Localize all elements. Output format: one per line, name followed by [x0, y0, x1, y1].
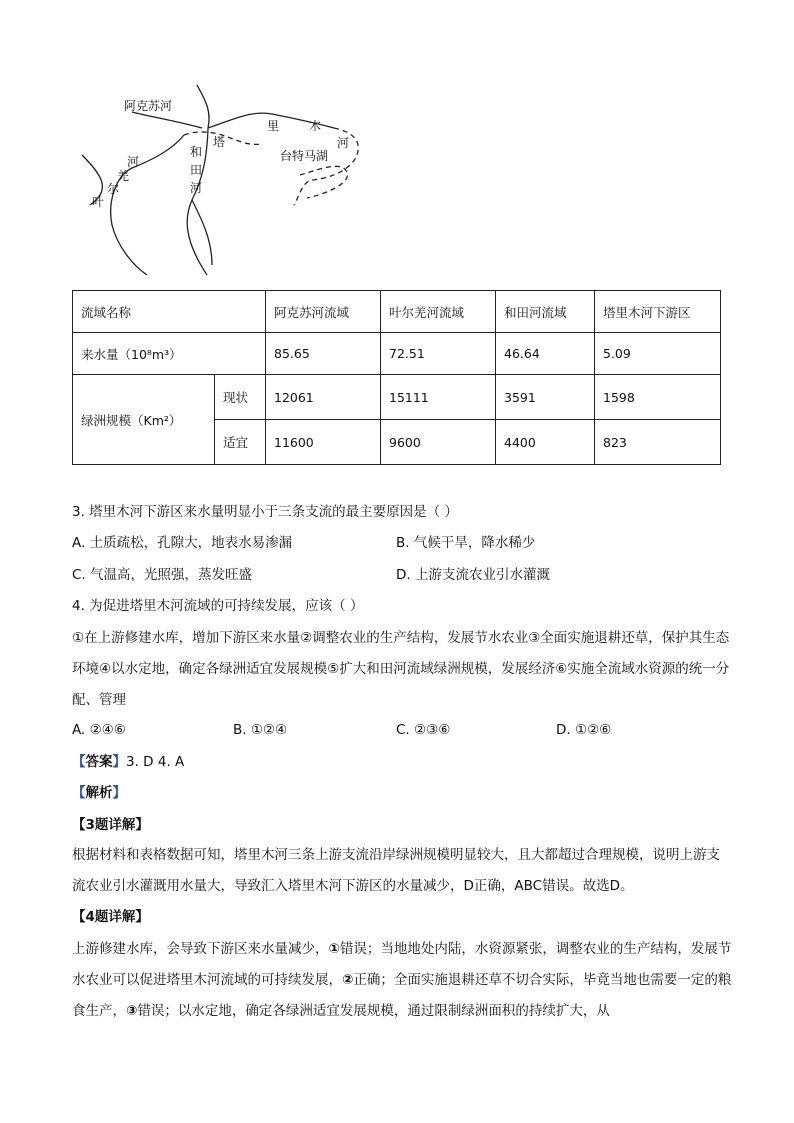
row-label-inflow: 来水量（10⁸m³） — [73, 333, 266, 375]
analysis-heading: 【解析】 — [72, 785, 126, 801]
yarkand-river — [111, 135, 184, 275]
label-yarkand-2: 羌 — [117, 169, 130, 183]
table-cell: 4400 — [496, 420, 595, 465]
question-4-stem: 4. 为促进塔里木河流域的可持续发展，应该（ ） — [72, 598, 364, 614]
answer-line — [72, 752, 184, 772]
detail-3-text: 根据材料和表格数据可知，塔里木河三条上游支流沿岸绿洲规模明显较大，且大都超过合理规模，说明上游支流农业引水灌溉用水量大，导致汇入塔里木河下游区的水量减少，D正确，ABC错误。故选D。 — [72, 847, 720, 894]
answer-text: 3. D 4. A — [126, 754, 185, 770]
question-3-option-b: B. 气候干旱，降水稀少 — [396, 535, 536, 551]
table-cell: 1598 — [595, 375, 721, 420]
question-4-option-d: D. ①②⑥ — [556, 722, 612, 738]
hotan-tributary — [192, 200, 212, 265]
question-4-option-a: A. ②④⑥ — [72, 722, 126, 738]
label-taitema: 台特马湖 — [280, 149, 329, 163]
table-cell: 15111 — [381, 375, 496, 420]
label-yarkand-3: 尔 — [107, 182, 120, 196]
label-hotan-2: 田 — [190, 163, 203, 177]
question-3-stem: 3. 塔里木河下游区来水量明显小于三条支流的最主要原因是（ ） — [72, 504, 458, 520]
detail-3-heading: 【3题详解】 — [72, 817, 149, 833]
row-label-current: 现状 — [215, 375, 266, 420]
tarim-river-map — [72, 80, 372, 275]
label-aksu: 阿克苏河 — [124, 99, 173, 113]
answer-tag: 【答案】 — [72, 754, 126, 770]
question-3-option-a: A. 土质疏松，孔隙大，地表水易渗漏 — [72, 535, 293, 551]
table-cell: 3591 — [496, 375, 595, 420]
header-basin: 流域名称 — [73, 291, 266, 333]
table-cell: 11600 — [266, 420, 381, 465]
question-4-option-c: C. ②③⑥ — [396, 722, 451, 738]
label-yarkand-1: 河 — [127, 155, 140, 169]
table-cell: 12061 — [266, 375, 381, 420]
question-4-body: ①在上游修建水库，增加下游区来水量②调整农业的生产结构，发展节水农业③全面实施退耕还草，保护其生态环境④以水定地，确定各绿洲适宜发展规模⑤扩大和田河流域绿洲规模，发展经济⑥实施全流域水资源的统一分配、管理 — [72, 630, 730, 708]
label-yarkand-4: 叶 — [92, 195, 105, 209]
table-cell: 85.65 — [266, 333, 381, 375]
table-cell: 5.09 — [595, 333, 721, 375]
label-mu: 木 — [309, 119, 322, 133]
table-cell: 9600 — [381, 420, 496, 465]
question-3-option-d: D. 上游支流农业引水灌溉 — [396, 567, 550, 583]
header-hotan: 和田河流域 — [496, 291, 595, 333]
table-cell: 823 — [595, 420, 721, 465]
label-hotan-1: 和 — [190, 145, 203, 159]
table-cell: 46.64 — [496, 333, 595, 375]
label-li: 里 — [267, 119, 280, 133]
header-lower-tarim: 塔里木河下游区 — [595, 291, 721, 333]
row-label-oasis: 绿洲规模（Km²） — [73, 375, 215, 465]
river-basin-table — [72, 290, 721, 465]
label-hotan-3: 河 — [190, 181, 203, 195]
aksu-river-north — [197, 85, 209, 128]
aksu-river — [132, 112, 202, 128]
label-he-tarim: 河 — [337, 136, 350, 150]
question-3-option-c: C. 气温高，光照强，蒸发旺盛 — [72, 567, 253, 583]
detail-4-text: 上游修建水库，会导致下游区来水量减少，①错误；当地地处内陆，水资源紧张，调整农业的生产结构，发展节水农业可以促进塔里木河流域的可持续发展，②正确；全面实施退耕还草不切合实际，毕竟当地也需要一定的粮食生产，③错误；以水定地，确定各绿洲适宜发展规模，通过限制绿洲面积的持续扩大，从 — [72, 941, 732, 1019]
row-label-suitable: 适宜 — [215, 420, 266, 465]
detail-4-heading: 【4题详解】 — [72, 909, 149, 925]
header-aksu: 阿克苏河流域 — [266, 291, 381, 333]
label-ta: 塔 — [213, 135, 226, 149]
question-4-option-b: B. ①②④ — [233, 722, 288, 738]
table-cell: 72.51 — [381, 333, 496, 375]
header-yarkand: 叶尔羌河流域 — [381, 291, 496, 333]
